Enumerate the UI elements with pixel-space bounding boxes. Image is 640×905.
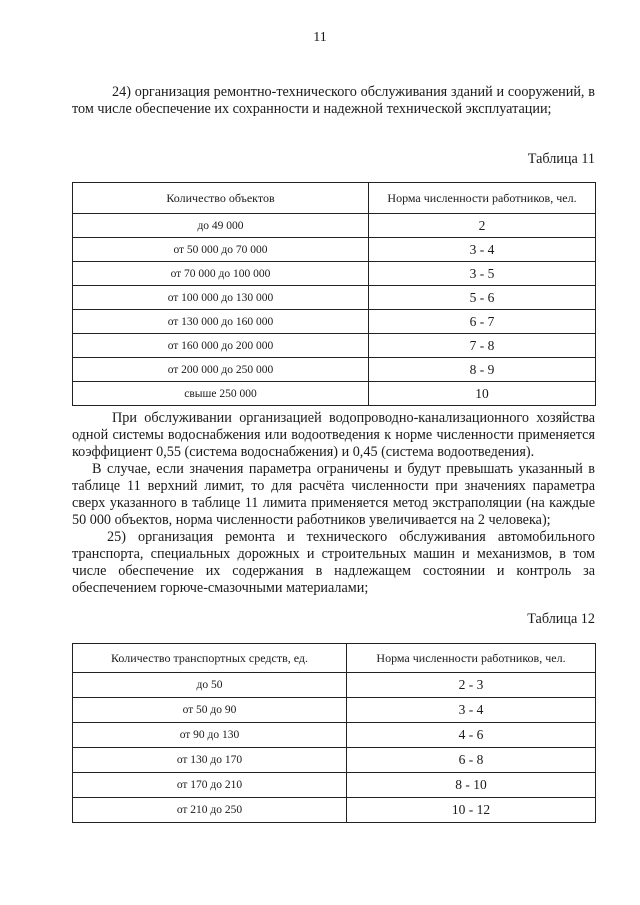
cell-object-count: от 200 000 до 250 000 — [73, 358, 369, 382]
table-row — [73, 698, 596, 723]
cell-staff-norm: 5 - 6 — [369, 286, 596, 310]
cell-vehicle-count: от 210 до 250 — [73, 798, 347, 823]
cell-staff-norm: 3 - 5 — [369, 262, 596, 286]
note-extrapolation-text: В случае, если значения параметра ограничены и будут превышать указанный в таблице 11 верхний лимит, то для расчёта численности при значениях параметра сверх указанного в таблице 11 лимита применяется метод экстраполяции (на каждые 50 000 объектов, норма численности работников увеличивается на 2 человека); — [72, 461, 595, 528]
cell-staff-norm: 2 - 3 — [347, 673, 596, 698]
note-coefficient-text: При обслуживании организацией водопроводно-канализационного хозяйства одной системы водоснабжения или водоотведения к норме численности применяется коэффициент 0,55 (система водоснабжения) и 0,45 (система водоотведения). — [72, 410, 595, 460]
cell-staff-norm: 10 — [369, 382, 596, 406]
cell-staff-norm: 6 - 8 — [347, 748, 596, 773]
table-row — [73, 358, 596, 382]
cell-vehicle-count: до 50 — [73, 673, 347, 698]
cell-vehicle-count: от 90 до 130 — [73, 723, 347, 748]
cell-vehicle-count: от 50 до 90 — [73, 698, 347, 723]
header-staff-norm: Норма численности работников, чел. — [369, 183, 596, 214]
cell-vehicle-count: от 170 до 210 — [73, 773, 347, 798]
table-row — [73, 673, 596, 698]
table-row — [73, 310, 596, 334]
table-row — [73, 214, 596, 238]
cell-staff-norm: 6 - 7 — [369, 310, 596, 334]
cell-staff-norm: 7 - 8 — [369, 334, 596, 358]
table-header-row — [73, 183, 596, 214]
table-11-caption: Таблица 11 — [527, 151, 595, 167]
cell-staff-norm: 2 — [369, 214, 596, 238]
cell-object-count: свыше 250 000 — [73, 382, 369, 406]
table-row — [73, 773, 596, 798]
table-row — [73, 748, 596, 773]
table-row — [73, 334, 596, 358]
cell-object-count: от 70 000 до 100 000 — [73, 262, 369, 286]
cell-object-count: от 50 000 до 70 000 — [73, 238, 369, 262]
item-24-text: 24) организация ремонтно-технического обслуживания зданий и сооружений, в том числе обеспечение их сохранности и надежной технической эксплуатации; — [72, 84, 595, 117]
table-row — [73, 382, 596, 406]
cell-staff-norm: 3 - 4 — [347, 698, 596, 723]
cell-object-count: от 100 000 до 130 000 — [73, 286, 369, 310]
cell-staff-norm: 8 - 9 — [369, 358, 596, 382]
cell-staff-norm: 10 - 12 — [347, 798, 596, 823]
header-vehicle-count: Количество транспортных средств, ед. — [73, 644, 347, 673]
table-row — [73, 286, 596, 310]
page-number: 11 — [313, 30, 327, 45]
item-25-text: 25) организация ремонта и технического обслуживания автомобильного транспорта, специальных дорожных и строительных машин и механизмов, в том числе обеспечение их содержания в надлежащем состоянии и контроль за обеспечением горюче-смазочными материалами; — [72, 529, 595, 596]
cell-object-count: до 49 000 — [73, 214, 369, 238]
cell-staff-norm: 8 - 10 — [347, 773, 596, 798]
table-12-caption: Таблица 12 — [527, 611, 595, 627]
cell-object-count: от 130 000 до 160 000 — [73, 310, 369, 334]
table-header-row — [73, 644, 596, 673]
cell-staff-norm: 4 - 6 — [347, 723, 596, 748]
cell-vehicle-count: от 130 до 170 — [73, 748, 347, 773]
table-row — [73, 238, 596, 262]
table-12 — [72, 643, 596, 823]
cell-object-count: от 160 000 до 200 000 — [73, 334, 369, 358]
table-row — [73, 262, 596, 286]
cell-staff-norm: 3 - 4 — [369, 238, 596, 262]
table-row — [73, 723, 596, 748]
table-11 — [72, 182, 596, 406]
header-object-count: Количество объектов — [73, 183, 369, 214]
table-row — [73, 798, 596, 823]
header-staff-norm: Норма численности работников, чел. — [347, 644, 596, 673]
